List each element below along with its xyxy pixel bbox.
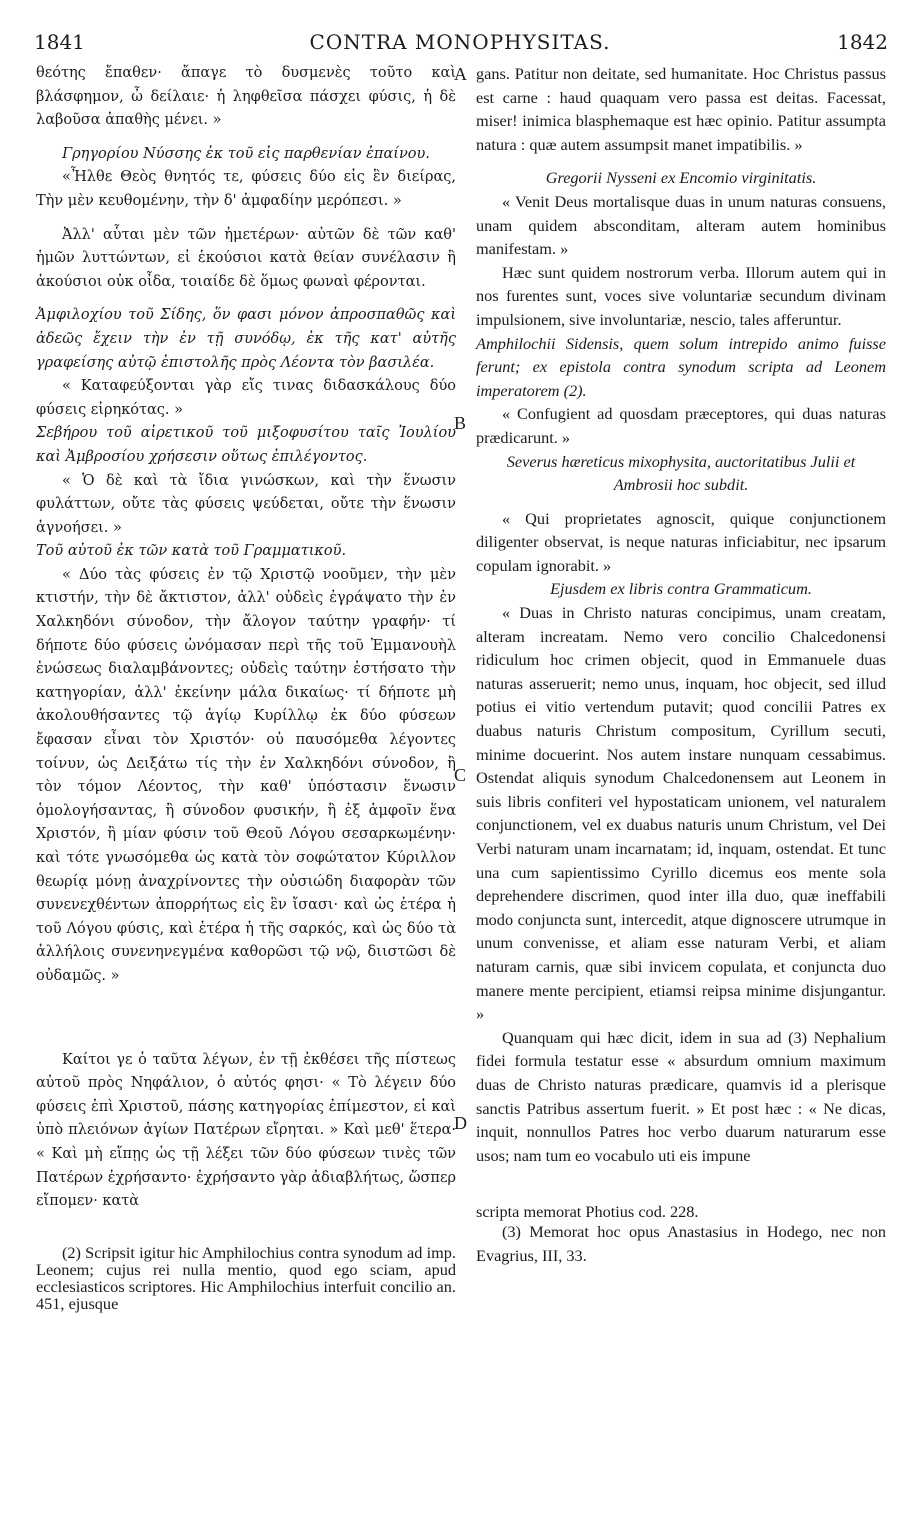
greek-paragraph: Ἀλλ' αὗται μὲν τῶν ἡμετέρων· αὐτῶν δὲ τῶν καθ' ἡμῶν λυττώντων, εἰ ἑκούσιοι κατὰ θείαν συνέλασιν ἢ ἀκούσιοι οὐκ οἶδα, τοιαίδε δὲ ὅμως φωναὶ φέρονται.	[36, 226, 456, 290]
footnote-2: (2) Scripsit igitur hic Amphilochius contra synodum ad imp. Leonem; cujus rei nulla mentio, quod ego sciam, apud ecclesiasticos scriptores. Hic Amphilochius interfuit concilio an. 451, ejusque	[36, 1242, 456, 1313]
footnote-2-continued: scripta memorat Photius cod. 228.	[476, 1202, 699, 1222]
greek-column	[36, 62, 456, 1312]
greek-paragraph: « Δύο τὰς φύσεις ἐν τῷ Χριστῷ νοοῦμεν, τὴν μὲν κτιστήν, τὴν δὲ ἄκτιστον, ἀλλ' οὐδεὶς ἐγράψατο τὴν ἐν Χαλκηδόνι σύνοδον, τὴν ἄλογον ταύτην γραφήν· τί δήποτε δύο φύσεις ὠνόμασαν περὶ τῆς τοῦ Ἐμμανουὴλ ἑνώσεως διαλαμβάνοντες; οὐδεὶς ταύτην ἐστήσατο τὴν κατηγορίαν, ἀλλ' ἐκείνην μάλα δικαίως· τί δήποτε μὴ ἀκολουθήσαντες τῷ ἁγίῳ Κυρίλλῳ ἐκ δύο φύσεων ἔφασαν εἶναι τὸν Χριστόν· οὐ παυσόμεθα λέγοντες τοίνυν, ὡς Δειξάτω τίς τὴν ἐν Χαλκηδόνι σύνοδον, ἢ τὸν τόμον Λέοντος, τὴν καθ' ὑπόστασιν ἕνωσιν ὁμολογήσαντας, ἢ σύνοδον φυσικήν, ἢ ἐξ ἀμφοῖν ἕνα Χριστόν, ἢ μίαν φύσιν τοῦ Θεοῦ Λόγου σεσαρκωμένην· καὶ τότε γνωσόμεθα ὡς κατὰ τὸν σοφώτατον Κύριλλον θεωρίᾳ μόνῃ ἀναχρίνοντες τὴν οὐσιώδη διαφορὰν τῶν συνενεχθέντων ἀπορρήτως εἰς ἓν ἴσασι· καὶ ὡς ἑτέρα ἡ τοῦ Λόγου φύσις, καὶ ἑτέρα ἡ τῆς σαρκός, καὶ ὡς δύο τὰ ἀλλήλοις συνενηνεγμένα καθορῶσι τῷ νῷ, διιστῶσι δὲ οὐδαμῶς. »	[36, 566, 456, 984]
latin-heading: Gregorii Nysseni ex Encomio virginitatis.	[545, 168, 817, 188]
latin-paragraph: Hæc sunt quidem nostrorum verba. Illorum autem qui in nos furentes sunt, voces sive voluntariæ secundum divinam impulsionem, sive involuntariæ, nescio, tales afferuntur.	[476, 262, 886, 329]
latin-paragraph: « Venit Deus mortalisque duas in unum naturas consuens, unam quidem absconditam, alteram autem hominibus manifestam. »	[476, 191, 886, 259]
greek-heading: Τοῦ αὐτοῦ ἐκ τῶν κατὰ τοῦ Γραμματικοῦ.	[36, 543, 347, 560]
latin-paragraph: « Qui proprietates agnoscit, quique conjunctionem diligenter observat, is neque naturas inficiabitur, nec ipsarum copulam ignorabit. »	[476, 508, 886, 575]
latin-column	[476, 62, 886, 1268]
latin-paragraph: gans. Patitur non deitate, sed humanitate. Hoc Christus passus est carne : haud quaquam vero passa est deitas. Facessat, miser! inimica blasphemaque est hæc opinio. Patitur assumpta natura : quæ autem assumpsit manet impatibilis. »	[476, 64, 886, 154]
latin-paragraph: « Duas in Christo naturas concipimus, unam creatam, alteram increatam. Nemo vero concilio Chalcedonensi ridiculum hoc crimen objecit, quod in Emmanuele duas naturas asseruerit; nemo unus, inquam, hoc objecit, sed illud potius ei vitio vertendum putavit; quod concilii Patres ex duabus naturis Christum compositum, Cyrillum secuti, minime docuerint. Nos autem instare nunquam cessabimus. Ostendat aliquis synodum Chalcedonensem aut Leonem in suis libris confiteri vel hypostaticam unionem, vel naturalem conjunctionem, vel ex duabus naturis unum Christum, vel Dei Verbi naturam unam incarnatam; id, inquam, ostendat. Et tunc una cum sapientissimo Cyrillo dicemus eos mente sola deprehendere discrimen, quod inter illa duo, quæ ineffabili modo conjuncta sunt, intercedit, atque dignoscere utrumque in unum convenisse, et aliam esse naturam Verbi, et aliam naturam carnis, quæ sibi invicem copulata, et conjuncta duo manere mente percipient, etiamsi reipsa minime disjungantur. »	[476, 603, 886, 1024]
page-number-right: 1842	[837, 30, 888, 54]
margin-letter-d: D	[454, 1113, 467, 1133]
greek-paragraph: Καίτοι γε ὁ ταῦτα λέγων, ἐν τῇ ἐκθέσει τῆς πίστεως αὐτοῦ πρὸς Νηφάλιον, ὁ αὐτός φησι· « Τὸ λέγειν δύο φύσεις ἐπὶ Χριστοῦ, πάσης κατηγορίας ἐπίμεστον, εἰ καὶ ὑπὸ πλειόνων ἁγίων Πατέρων εἴρηται. » Καὶ μεθ' ἕτερα· « Καὶ μὴ εἴπῃς ὡς τῇ λέξει τῶν δύο φύσεων τινὲς τῶν Πατέρων ἐχρήσαντο· ἐχρήσαντο γὰρ ἀδιαβλήτως, ὥσπερ εἴπομεν· κατὰ	[36, 1051, 456, 1210]
greek-heading: Γρηγορίου Νύσσης ἐκ τοῦ εἰς παρθενίαν ἐπαίνου.	[62, 145, 430, 162]
margin-letter-a: A	[454, 64, 467, 84]
page-number-left: 1841	[34, 30, 85, 54]
margin-letter-c: C	[454, 765, 467, 785]
greek-paragraph: « Ὁ δὲ καὶ τὰ ἴδια γινώσκων, καὶ τὴν ἕνωσιν φυλάττων, οὔτε τὰς φύσεις ψεύδεται, οὔτε τὴν ἕνωσιν ἀγνοήσει. »	[36, 472, 456, 536]
running-title: CONTRA MONOPHYSITAS.	[309, 30, 611, 54]
latin-paragraph: Quanquam qui hæc dicit, idem in sua ad (3) Nephalium fidei formula testatur esse « absurdum omnium maximum duas de Christo naturas prædicare, quamvis id a plerisque sanctis Patribus assertum fuerit. » Et post hæc : « Ne dicas, inquit, nonnullos Patres hoc verbo duarum naturarum esse usos; nam tum eo vocabulo uti eis impune	[476, 1027, 886, 1165]
margin-letter-b: B	[454, 413, 467, 433]
greek-paragraph: « Καταφεύξονται γὰρ εἴς τινας διδασκάλους δύο φύσεις εἰρηκότας. »	[36, 378, 456, 418]
greek-heading: Σεβήρου τοῦ αἱρετικοῦ τοῦ μιξοφυσίτου ταῖς Ἰουλίου καὶ Ἀμβροσίου χρήσεσιν οὕτως ἐπιλέγοντος.	[36, 425, 456, 465]
page-header	[0, 30, 920, 58]
latin-paragraph: « Confugient ad quosdam præceptores, qui duas naturas prædicarunt. »	[476, 404, 886, 447]
latin-heading: Severus hæreticus mixophysita, auctoritatibus Julii et Ambrosii hoc subdit.	[506, 451, 856, 495]
latin-heading: Amphilochii Sidensis, quem solum intrepido animo fuisse ferunt; ex epistola contra synodum scripta ad Leonem imperatorem (2).	[476, 333, 886, 400]
latin-heading: Ejusdem ex libris contra Grammaticum.	[550, 579, 812, 599]
greek-paragraph: «Ἦλθε Θεὸς θνητός τε, φύσεις δύο εἰς ἓν διείρας, Τὴν μὲν κευθομένην, τὴν δ' ἀμφαδίην μερόπεσι. »	[36, 169, 456, 209]
greek-paragraph: θεότης ἔπαθεν· ἄπαγε τὸ δυσμενὲς τοῦτο καὶ βλάσφημον, ὦ δείλαιε· ἡ ληφθεῖσα πάσχει φύσις, ἡ δὲ λαβοῦσα ἀπαθὴς μένει. »	[36, 65, 456, 129]
footnote-3: (3) Memorat hoc opus Anastasius in Hodego, nec non Evagrius, III, 33.	[476, 1222, 886, 1265]
greek-heading: Ἀμφιλοχίου τοῦ Σίδης, ὅν φασι μόνον ἀπροσπαθῶς καὶ ἀδεῶς ἔχειν τὴν ἐν τῇ συνόδῳ, ἐκ τῆς κατ' αὐτῆς γραφείσης αὐτῷ ἐπιστολῆς πρὸς Λέοντα τὸν βασιλέα.	[36, 307, 456, 371]
